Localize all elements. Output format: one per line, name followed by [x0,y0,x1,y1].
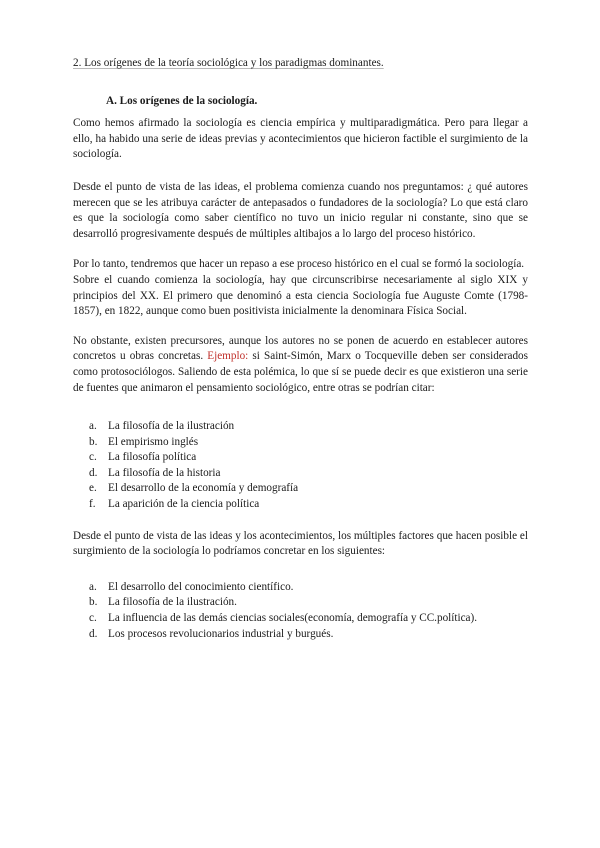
document-page [73,56,528,642]
list-marker: d. [89,466,98,479]
list-item-text: El desarrollo de la economía y demografía [108,482,299,495]
paragraph-ideas: Desde el punto de vista de las ideas, el problema comienza cuando nos preguntamos: ¿ qué autores merecen que se les atribuya carácter de antepasados o fundadores de la sociología? Lo que está claro es que la sociología como saber científico no tuvo un inicio regular ni constante, sino que se desarrolló progresivamente después de múltiples altibajos a lo largo del proceso histórico. [73,180,528,240]
list-item-text: La filosofía de la historia [108,466,221,479]
list-marker: d. [89,627,98,640]
list-item-text: La filosofía política [108,451,197,464]
list-item [73,611,528,627]
list-item-text: La influencia de las demás ciencias sociales(economía, demografía y CC.política). [108,612,478,625]
list-item [73,497,528,513]
example-label: Ejemplo: [207,350,249,363]
subsection-heading: A. Los orígenes de la sociología. [106,94,258,107]
list-marker: b. [89,435,98,448]
list-item [73,450,528,466]
list-item-text: La aparición de la ciencia política [108,498,260,511]
list-item [73,419,528,435]
list-marker: a. [89,420,97,433]
list-item-text: La filosofía de la ilustración. [108,596,237,609]
paragraph-precursors [73,334,528,396]
paragraph-intro: Como hemos afirmado la sociología es ciencia empírica y multiparadigmática. Pero para llegar a ello, ha habido una serie de ideas previas y acontecimientos que hicieron factible el surgimiento de la sociología. [73,117,528,161]
list-marker: c. [89,451,97,464]
section-heading: 2. Los orígenes de la teoría sociológica y los paradigmas dominantes. [73,57,384,69]
list-item-text: La filosofía de la ilustración [108,420,235,433]
list-marker: a. [89,580,97,593]
list-item [73,466,528,482]
sources-list [73,419,528,513]
list-item [73,627,528,643]
list-marker: c. [89,612,97,625]
list-item [73,580,528,596]
list-item [73,481,528,497]
paragraph-factors: Desde el punto de vista de las ideas y los acontecimientos, los múltiples factores que hacen posible el surgimiento de la sociología lo podríamos concretar en los siguientes: [73,529,528,558]
list-marker: b. [89,596,98,609]
list-item-text: El empirismo inglés [108,435,199,448]
paragraph-review: Por lo tanto, tendremos que hacer un repaso a ese proceso histórico en el cual se formó la sociología. [73,258,525,271]
precursors-text-end: si Saint-Simón, Marx o Tocqueville deben ser considerados como protosociólogos. Saliendo de esta polémica, lo que sí se puede decir es que existieron una serie de fuentes que animaron el pensamiento sociológico, entre otras se podrían citar: [73,350,528,394]
list-item-text: Los procesos revolucionarios industrial y burgués. [108,627,334,640]
list-item-text: El desarrollo del conocimiento científico. [108,580,294,593]
precursors-text-start: No obstante, existen precursores, aunque los autores no se ponen de acuerdo en establecer autores concretos u obras concretas. [73,334,528,363]
list-marker: f. [89,498,96,511]
list-item [73,435,528,451]
list-item [73,595,528,611]
paragraph-comte: Sobre el cuando comienza la sociología, hay que circunscribirse necesariamente al siglo XIX y principios del XX. El primero que denominó a esta ciencia Sociología fue Auguste Comte (1798-1857), en 1822, aunque como buen positivista inicialmente la denominara Física Social. [73,273,528,318]
factors-list [73,580,528,642]
list-marker: e. [89,482,97,495]
